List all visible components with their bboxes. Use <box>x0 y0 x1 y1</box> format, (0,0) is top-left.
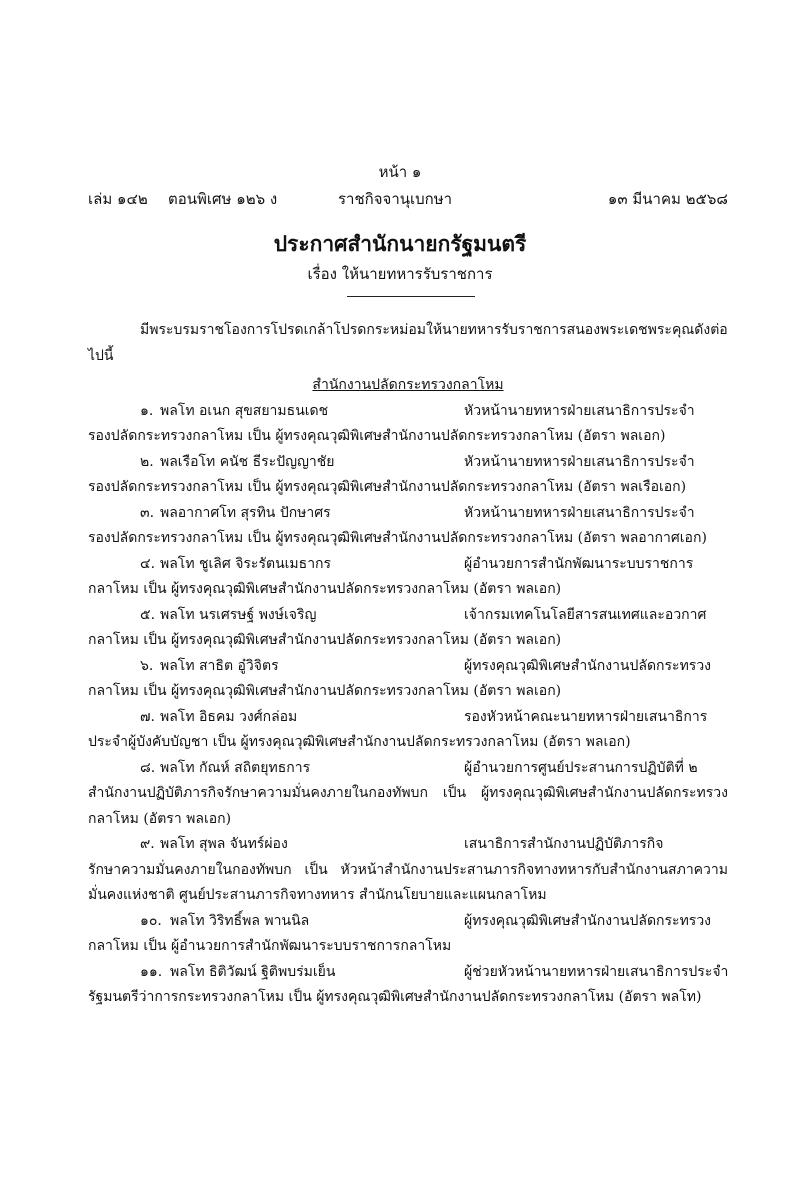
officer-name: พลอากาศโท สุรทิน ปักษาศร <box>160 504 331 521</box>
issue-label: ตอนพิเศษ ๑๒๖ ง <box>168 190 278 208</box>
entry-first-line <box>88 552 728 578</box>
entry-first-line <box>88 654 728 680</box>
entry-number: ๕. <box>140 606 156 623</box>
entry-first-line <box>88 909 728 935</box>
current-position: หัวหน้านายทหารฝ่ายเสนาธิการประจำ <box>464 453 695 470</box>
appointment-entry <box>88 756 728 833</box>
appointment-text: กลาโหม เป็น ผู้อำนวยการสำนักพัฒนาระบบราชการกลาโหม <box>88 938 452 954</box>
appointment-list <box>88 399 728 1011</box>
current-position: ผู้อำนวยการศูนย์ประสานการปฏิบัติที่ ๒ <box>464 759 698 776</box>
entry-first-line <box>88 501 728 527</box>
entry-number: ๑. <box>140 402 154 419</box>
officer-name: พลโท อเนก สุขสยามธนเดช <box>160 402 329 419</box>
current-position: หัวหน้านายทหารฝ่ายเสนาธิการประจำ <box>464 402 695 419</box>
document-body <box>88 318 728 1011</box>
appointment-entry <box>88 832 728 909</box>
appointment-entry <box>88 501 728 552</box>
entry-first-line <box>88 399 728 425</box>
document-subject: เรื่อง ให้นายทหารรับราชการ <box>307 265 493 283</box>
appointment-text: รองปลัดกระทรวงกลาโหม เป็น ผู้ทรงคุณวุฒิพิเศษสำนักงานปลัดกระทรวงกลาโหม (อัตรา พลเรือเอก) <box>88 479 687 495</box>
appointment-entry <box>88 654 728 705</box>
publication-date: ๑๓ มีนาคม ๒๕๖๘ <box>607 190 728 208</box>
current-position: ผู้ช่วยหัวหน้านายทหารฝ่ายเสนาธิการประจำ <box>464 963 729 980</box>
entry-number: ๖. <box>140 657 154 674</box>
officer-name: พลโท กัณห์ สถิตยุทธการ <box>160 759 311 776</box>
appointment-text: กลาโหม เป็น ผู้ทรงคุณวุฒิพิเศษสำนักงานปลัดกระทรวงกลาโหม (อัตรา พลเอก) <box>88 632 562 648</box>
appointment-entry <box>88 705 728 756</box>
appointment-entry <box>88 909 728 960</box>
intro-paragraph: มีพระบรมราชโองการโปรดเกล้าโปรดกระหม่อมให้นายทหารรับราชการสนองพระเดชพระคุณดังต่อไปนี้ <box>88 322 728 364</box>
entry-first-line <box>88 603 728 629</box>
gazette-header-row <box>88 187 728 209</box>
appointment-text: รองปลัดกระทรวงกลาโหม เป็น ผู้ทรงคุณวุฒิพิเศษสำนักงานปลัดกระทรวงกลาโหม (อัตรา พลอากาศเอก) <box>88 530 707 546</box>
appointment-text: กลาโหม เป็น ผู้ทรงคุณวุฒิพิเศษสำนักงานปลัดกระทรวงกลาโหม (อัตรา พลเอก) <box>88 581 562 597</box>
officer-name: พลเรือโท คนัช ธีระปัญญาชัย <box>160 453 335 470</box>
appointment-entry <box>88 450 728 501</box>
current-position: ผู้ทรงคุณวุฒิพิเศษสำนักงานปลัดกระทรวง <box>464 912 712 929</box>
entry-number: ๙. <box>140 836 155 852</box>
appointment-entry <box>88 960 728 1011</box>
entry-first-line <box>88 450 728 476</box>
appointment-text: รักษาความมั่นคงภายในกองทัพบก เป็น หัวหน้าสำนักงานประสานภารกิจทางทหารกับสำนักงานสภาความมั่นคงแห่งชาติ ศูนย์ประสานภารกิจทางทหาร สำนักนโยบายและแผนกลาโหม <box>88 861 728 903</box>
entry-number: ๒. <box>140 453 154 470</box>
entry-number: ๗. <box>140 708 155 725</box>
entry-number: ๔. <box>140 555 156 572</box>
volume-label: เล่ม ๑๔๒ <box>88 190 148 208</box>
appointment-entry <box>88 552 728 603</box>
current-position: เจ้ากรมเทคโนโลยีสารสนเทศและอวกาศ <box>464 606 707 623</box>
entry-first-line <box>88 960 728 986</box>
current-position: ผู้ทรงคุณวุฒิพิเศษสำนักงานปลัดกระทรวง <box>464 657 712 674</box>
officer-name: พลโท สาธิต อู๋วิจิตร <box>160 657 279 674</box>
appointment-text: รองปลัดกระทรวงกลาโหม เป็น ผู้ทรงคุณวุฒิพิเศษสำนักงานปลัดกระทรวงกลาโหม (อัตรา พลเอก) <box>88 428 666 444</box>
entry-number: ๓. <box>140 504 155 521</box>
entry-number: ๘. <box>140 759 156 776</box>
entry-first-line <box>88 705 728 731</box>
entry-first-line <box>88 832 728 858</box>
entry-first-line <box>88 756 728 782</box>
current-position: หัวหน้านายทหารฝ่ายเสนาธิการประจำ <box>464 504 695 521</box>
officer-name: พลโท ธิติวัฒน์ ฐิติพบร่มเย็น <box>170 963 336 980</box>
current-position: เสนาธิการสำนักงานปฏิบัติภารกิจ <box>464 836 664 852</box>
current-position: ผู้อำนวยการสำนักพัฒนาระบบราชการ <box>464 555 694 572</box>
appointment-text: สำนักงานปฏิบัติภารกิจรักษาความมั่นคงภายในกองทัพบก เป็น ผู้ทรงคุณวุฒิพิเศษสำนักงานปลัดกระทรวงกลาโหม (อัตรา พลเอก) <box>88 785 728 827</box>
entry-number: ๑๐. <box>140 912 162 929</box>
officer-name: พลโท นรเศรษฐ์ พงษ์เจริญ <box>160 606 317 623</box>
appointment-text: รัฐมนตรีว่าการกระทรวงกลาโหม เป็น ผู้ทรงคุณวุฒิพิเศษสำนักงานปลัดกระทรวงกลาโหม (อัตรา พลโท) <box>88 989 702 1005</box>
appointment-entry <box>88 603 728 654</box>
officer-name: พลโท วิริทธิ์พล พานนิล <box>170 912 310 929</box>
current-position: รองหัวหน้าคณะนายทหารฝ่ายเสนาธิการ <box>464 708 708 725</box>
appointment-text: ประจำผู้บังคับบัญชา เป็น ผู้ทรงคุณวุฒิพิเศษสำนักงานปลัดกระทรวงกลาโหม (อัตรา พลเอก) <box>88 734 631 750</box>
appointment-text: กลาโหม เป็น ผู้ทรงคุณวุฒิพิเศษสำนักงานปลัดกระทรวงกลาโหม (อัตรา พลเอก) <box>88 683 562 699</box>
officer-name: พลโท อิธคม วงศ์กล่อม <box>160 708 298 725</box>
entry-number: ๑๑. <box>140 963 163 980</box>
officer-name: พลโท ชูเลิศ จิระรัตนเมธากร <box>160 555 332 572</box>
title-divider <box>347 296 475 297</box>
section-heading: สำนักงานปลัดกระทรวงกลาโหม <box>312 377 504 393</box>
document-title: ประกาศสำนักนายกรัฐมนตรี <box>273 231 527 256</box>
officer-name: พลโท สุพล จันทร์ผ่อง <box>160 836 288 852</box>
page-number: หน้า ๑ <box>378 163 422 181</box>
appointment-entry <box>88 399 728 450</box>
gazette-name: ราชกิจจานุเบกษา <box>338 190 453 208</box>
